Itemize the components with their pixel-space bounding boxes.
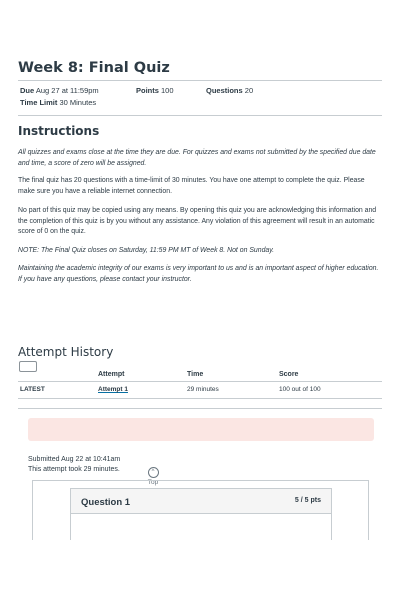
column-header-attempt: Attempt	[98, 371, 125, 378]
column-header-score: Score	[279, 371, 299, 378]
questions-value: 20	[244, 86, 254, 95]
table-divider	[18, 381, 382, 382]
due-info	[20, 86, 99, 95]
time-limit-value: 30 Minutes	[59, 98, 97, 107]
instructions-note: NOTE: The Final Quiz closes on Saturday, 11:59 PM MT of Week 8. Not on Sunday.	[18, 247, 275, 254]
alert-banner	[28, 418, 374, 441]
points-value: 100	[161, 86, 174, 95]
section-divider	[18, 408, 382, 409]
instructions-heading: Instructions	[18, 124, 100, 138]
latest-tag: LATEST	[20, 386, 45, 393]
submitted-time: Submitted Aug 22 at 10:41am	[28, 456, 121, 463]
time-limit-info	[20, 98, 96, 107]
instructions-paragraph: The final quiz has 20 questions with a time-limit of 30 minutes. You have one attempt to complete the quiz. Please make sure you have a reliable internet connection.	[18, 177, 365, 195]
quiz-title: Week 8: Final Quiz	[18, 60, 170, 76]
attempt-duration: This attempt took 29 minutes.	[28, 466, 120, 473]
chevron-up-circle-icon: ^	[148, 467, 159, 478]
attempt-link[interactable]: Attempt 1	[98, 386, 128, 393]
time-limit-label: Time Limit	[20, 98, 58, 107]
instructions-paragraph: Maintaining the academic integrity of our exams is very important to us and is an important aspect of higher education. If you have any questions, please contact your instructor.	[18, 265, 379, 283]
column-header-time: Time	[187, 371, 204, 378]
points-info	[136, 86, 174, 95]
question-card	[70, 488, 332, 540]
divider	[18, 80, 382, 81]
points-label: Points	[136, 86, 159, 95]
question-points: 5 / 5 pts	[294, 497, 321, 504]
attempt-history-heading: Attempt History	[18, 345, 114, 359]
instructions-paragraph: All quizzes and exams close at the time they are due. For quizzes and exams not submitted by the specified due date and time, a score of zero will be assigned.	[18, 149, 376, 167]
due-label: Due	[20, 86, 35, 95]
question-header	[71, 489, 331, 514]
questions-label: Questions	[206, 86, 243, 95]
instructions-paragraph: No part of this quiz may be copied using any means. By opening this quiz you are acknowledging this information and the completion of this quiz is by you without any assistance. Any violation of this agreement will result in an automatic score of 0 on the quiz.	[18, 207, 377, 235]
questions-info	[206, 86, 253, 95]
question-title: Question 1	[81, 497, 131, 508]
attempt-score: 100 out of 100	[279, 386, 321, 393]
history-toggle[interactable]	[19, 361, 37, 372]
due-value: Aug 27 at 11:59pm	[35, 86, 99, 95]
attempt-time: 29 minutes	[187, 386, 219, 393]
top-label: Top	[147, 479, 159, 486]
table-divider	[18, 398, 382, 399]
divider	[18, 115, 382, 116]
